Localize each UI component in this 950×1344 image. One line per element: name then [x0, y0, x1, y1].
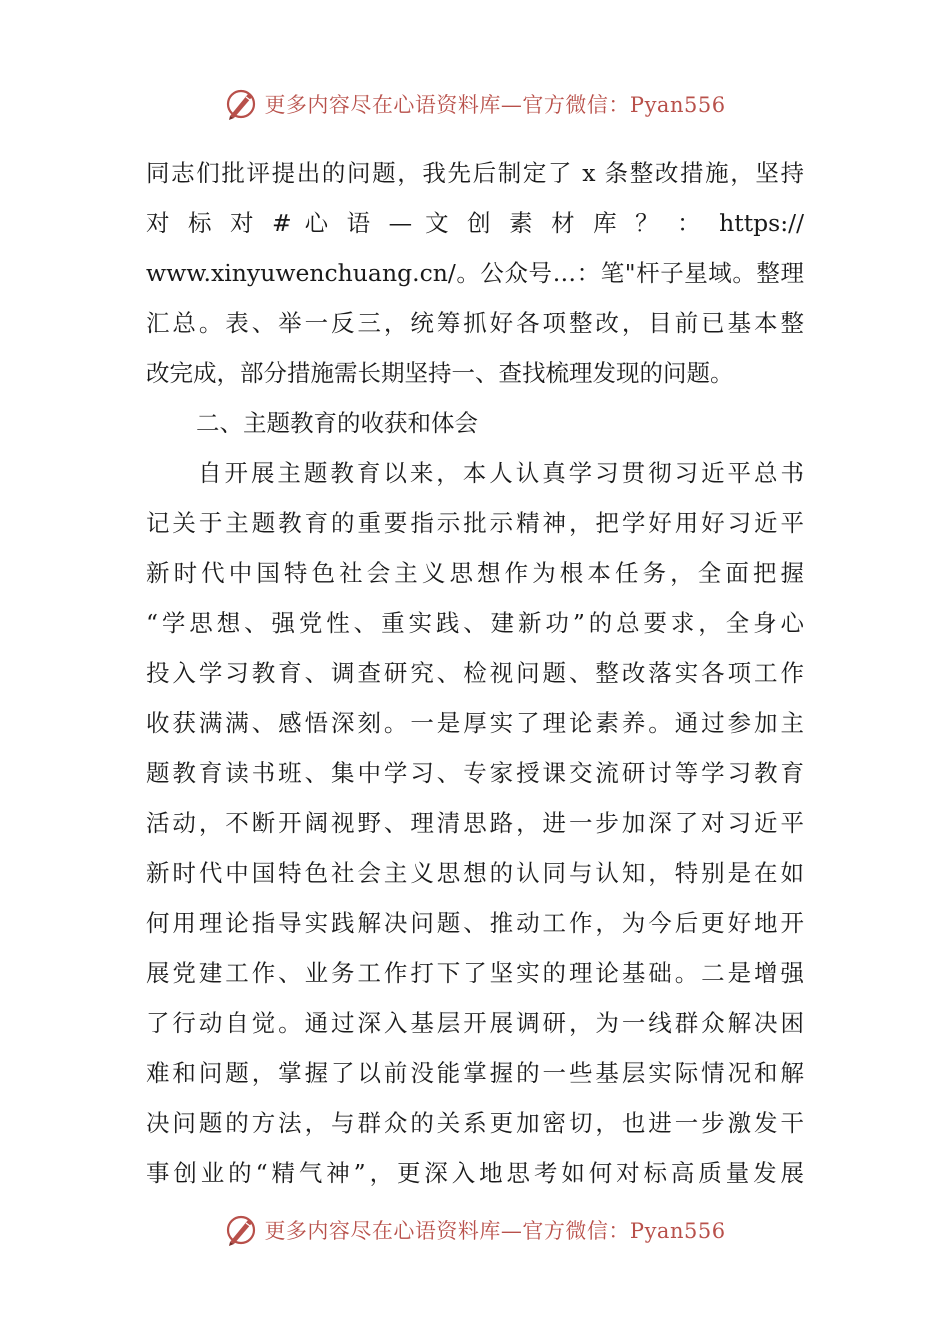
text-line: 新时代中国特色社会主义思想的认同与认知，特别是在如 — [146, 859, 804, 887]
text-line: 新时代中国特色社会主义思想作为根本任务，全面把握 — [146, 559, 804, 587]
pen-in-circle-logo-icon — [224, 86, 260, 122]
text-line: 记关于主题教育的重要指示批示精神，把学好用好习近平 — [146, 509, 804, 537]
text-line: 改完成，部分措施需长期坚持一、查找梳理发现的问题。 — [146, 359, 734, 387]
section-heading: 二、主题教育的收获和体会 — [196, 409, 478, 437]
text-line: 展党建工作、业务工作打下了坚实的理论基础。二是增强 — [146, 959, 804, 987]
text-line: 题教育读书班、集中学习、专家授课交流研讨等学习教育 — [146, 759, 804, 787]
text-line: 事创业的“精气神”，更深入地思考如何对标高质量发展 — [146, 1159, 804, 1187]
text-line: 收获满满、感悟深刻。一是厚实了理论素养。通过参加主 — [146, 709, 804, 737]
text-line: 决问题的方法，与群众的关系更加密切，也进一步激发干 — [146, 1109, 804, 1137]
header-banner-text: 更多内容尽在心语资料库—官方微信：Pyan556 — [264, 93, 726, 117]
text-line: 投入学习教育、调查研究、检视问题、整改落实各项工作 — [146, 659, 804, 687]
text-line: 活动，不断开阔视野、理清思路，进一步加深了对习近平 — [146, 809, 804, 837]
footer-banner-text: 更多内容尽在心语资料库—官方微信：Pyan556 — [264, 1219, 726, 1243]
text-line: 何用理论指导实践解决问题、推动工作，为今后更好地开 — [146, 909, 804, 937]
text-line: 汇总。表、举一反三，统筹抓好各项整改，目前已基本整 — [146, 309, 804, 337]
text-line: “学思想、强党性、重实践、建新功”的总要求，全身心 — [146, 609, 804, 637]
body-text — [146, 148, 804, 1198]
header-banner — [0, 84, 950, 124]
text-line: 对 标 对 # 心 语 — 文 创 素 材 库 ？ ： https:// — [146, 209, 804, 237]
footer-banner — [0, 1210, 950, 1250]
text-line: 了行动自觉。通过深入基层开展调研，为一线群众解决困 — [146, 1009, 804, 1037]
text-line: 难和问题，掌握了以前没能掌握的一些基层实际情况和解 — [146, 1059, 804, 1087]
pen-in-circle-logo-icon — [224, 1212, 260, 1248]
text-line: www.xinyuwenchuang.cn/。公众号…：笔"杆子星域。整理 — [146, 259, 804, 287]
text-line: 同志们批评提出的问题，我先后制定了 x 条整改措施，坚持 — [146, 159, 804, 187]
text-line: 自开展主题教育以来，本人认真学习贯彻习近平总书 — [198, 459, 804, 487]
